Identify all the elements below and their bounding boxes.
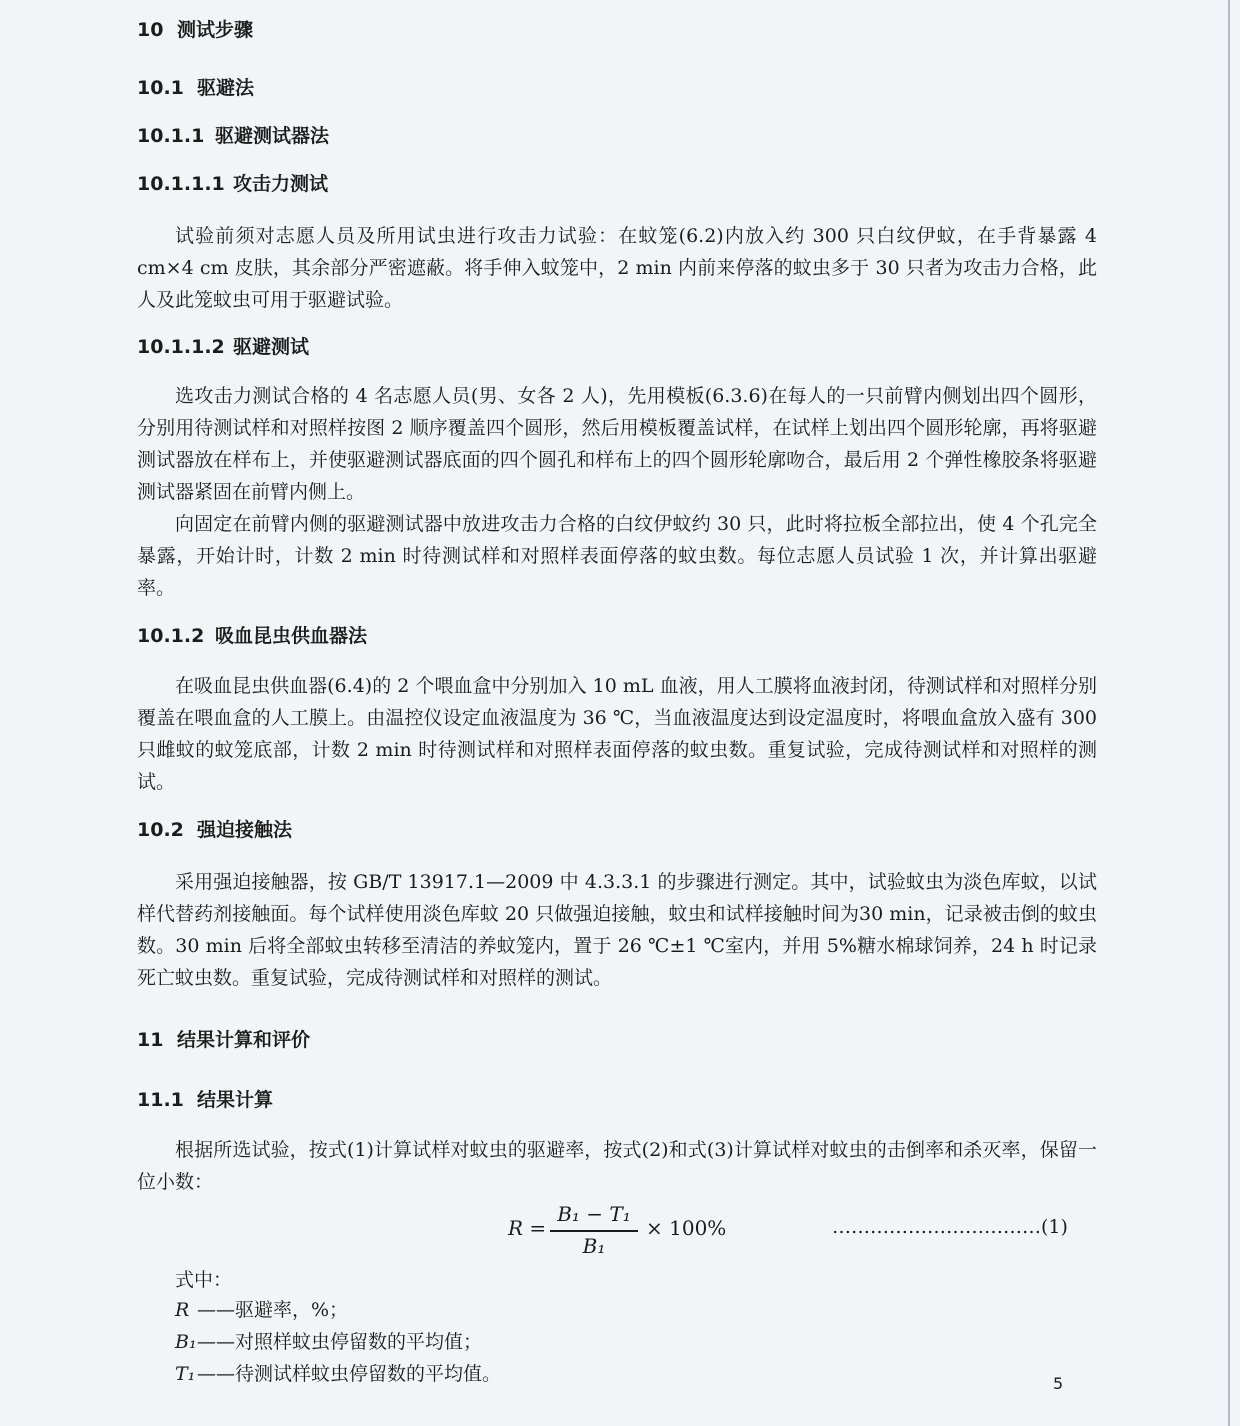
formula-denominator: B₁ [582, 1234, 606, 1258]
paragraph-attack-test: 试验前须对志愿人员及所用试虫进行攻击力试验：在蚊笼(6.2)内放入约 300 只白纹伊蚊，在手背暴露 4 cm×4 cm 皮肤，其余部分严密遮蔽。将手伸入蚊笼中，2 min 内前来停落的蚊虫多于 30 只者为攻击力合格，此人及此笼蚊虫可用于驱避试验。 [137, 225, 1097, 311]
formula-lhs: R = [508, 1216, 547, 1240]
heading-11-1: 11.1 结果计算 [137, 1089, 274, 1111]
var-definition-r: R ——驱避率，%； [175, 1299, 349, 1321]
paragraph-result-calc: 根据所选试验，按式(1)计算试样对蚊虫的驱避率，按式(2)和式(3)计算试样对蚊虫的击倒率和杀灭率，保留一位小数： [137, 1139, 1097, 1193]
equation-number: ……………………………(1) [832, 1216, 1068, 1238]
heading-10-1-1-2: 10.1.1.2 驱避测试 [137, 336, 310, 358]
paragraph-blood-feeder: 在吸血昆虫供血器(6.4)的 2 个喂血盒中分别加入 10 mL 血液，用人工膜将血液封闭，待测试样和对照样分别覆盖在喂血盒的人工膜上。由温控仪设定血液温度为 36 ℃，当血液温度达到设定温度时，将喂血盒放入盛有 300 只雌蚊的蚊笼底部，计数 2 min 时待测试样和对照样表面停落的蚊虫数。重复试验，完成待测试样和对照样的测试。 [137, 675, 1097, 793]
heading-10-1-2: 10.1.2 吸血昆虫供血器法 [137, 625, 368, 647]
paragraph-forced-contact: 采用强迫接触器，按 GB/T 13917.1—2009 中 4.3.3.1 的步骤进行测定。其中，试验蚊虫为淡色库蚊，以试样代替药剂接触面。每个试样使用淡色库蚊 20 只做强迫接触，蚊虫和试样接触时间为30 min，记录被击倒的蚊虫数。30 min 后将全部蚊虫转移至清洁的养蚊笼内，置于 26 ℃±1 ℃室内，并用 5%糖水棉球饲养，24 h 时记录死亡蚊虫数。重复试验，完成待测试样和对照样的测试。 [137, 871, 1097, 989]
heading-10-2: 10.2 强迫接触法 [137, 819, 293, 841]
paragraph-repellent-count: 向固定在前臂内侧的驱避测试器中放进攻击力合格的白纹伊蚊约 30 只，此时将拉板全部拉出，使 4 个孔完全暴露，开始计时，计数 2 min 时待测试样和对照样表面停落的蚊虫数。每位志愿人员试验 1 次，并计算出驱避率。 [137, 513, 1097, 599]
page-edge-line [1228, 0, 1230, 1426]
heading-10-1: 10.1 驱避法 [137, 77, 255, 99]
fraction-bar [550, 1230, 638, 1232]
heading-10-1-1: 10.1.1 驱避测试器法 [137, 125, 330, 147]
where-label: 式中： [175, 1269, 233, 1291]
var-definition-t1: T₁——待测试样蚊虫停留数的平均值。 [175, 1363, 502, 1385]
var-definition-b1: B₁——对照样蚊虫停留数的平均值； [175, 1331, 483, 1353]
page-number: 5 [1053, 1374, 1064, 1393]
heading-10: 10 测试步骤 [137, 19, 254, 41]
paragraph-repellent-test: 选攻击力测试合格的 4 名志愿人员(男、女各 2 人)，先用模板(6.3.6)在每人的一只前臂内侧划出四个圆形，分别用待测试样和对照样按图 2 顺序覆盖四个圆形，然后用模板覆盖试样，在试样上划出四个圆形轮廓，再将驱避测试器放在样布上，并使驱避测试器底面的四个圆孔和样布上的四个圆形轮廓吻合，最后用 2 个弹性橡胶条将驱避测试器紧固在前臂内侧上。 [137, 385, 1097, 503]
formula-numerator: B₁ − T₁ [557, 1202, 631, 1226]
heading-11: 11 结果计算和评价 [137, 1029, 311, 1051]
formula-rhs: × 100% [646, 1216, 727, 1240]
heading-10-1-1-1: 10.1.1.1 攻击力测试 [137, 173, 329, 195]
